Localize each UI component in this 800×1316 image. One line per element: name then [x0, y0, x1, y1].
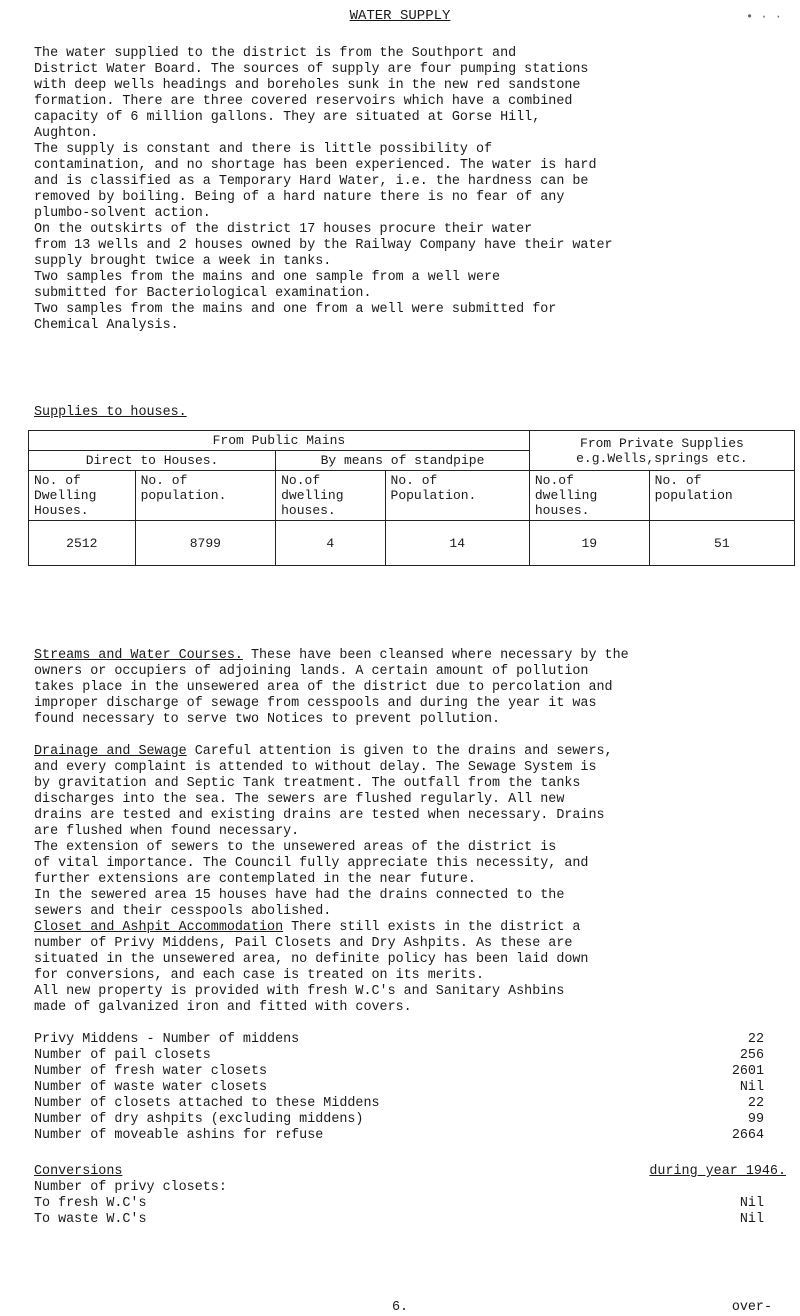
list-item: Number of waste water closets Nil — [34, 1080, 764, 1095]
table-cell: 14 — [385, 521, 529, 566]
table-cell: 4 — [276, 521, 385, 566]
list-item: Number of pail closets 256 — [34, 1048, 764, 1063]
col-header: No. of Dwelling Houses. — [29, 471, 136, 521]
closet-text: There still exists in the district a number of Privy Middens, Pail Closets and Dry Ashpits. As these are situated in the unsewered area, no definite policy has been laid down for conversions, and each case is treated on its merits. — [34, 920, 589, 983]
list-item: Privy Middens - Number of middens 22 — [34, 1032, 764, 1047]
streams-text: These have been cleansed where necessary by the owners or occupiers of adjoining lands. A certain amount of pollution takes place in the unsewered area of the district due to percolation and improper discharge of sewage from cesspools and during the year it was found necessary to serve two Notices to prevent pollution. — [34, 648, 629, 727]
col-header: No. of population. — [135, 471, 276, 521]
page-title: WATER SUPPLY — [349, 8, 451, 24]
conversions-year: during year 1946. — [649, 1164, 786, 1179]
continued-note: over- — [731, 1300, 772, 1315]
conversions-section — [34, 1164, 786, 1228]
list-item: Number of dry ashpits (excluding middens) 99 — [34, 1112, 764, 1127]
counts-list — [34, 1032, 764, 1144]
table-cell: 2512 — [29, 521, 136, 566]
table-cell: 51 — [649, 521, 794, 566]
direct-header: Direct to Houses. — [29, 451, 276, 471]
intro-paragraph-2: The supply is constant and there is little possibility of contamination, and no shortage has been experienced. The water is hard and is classified as a Temporary Hard Water, i.e. the hardness can be removed by boiling. Being of a hard nature there is no fear of any plumbo-solvent action. — [34, 142, 597, 221]
list-item: Number of moveable ashins for refuse 2664 — [34, 1128, 764, 1143]
drainage-paragraph-2: The extension of sewers to the unsewered areas of the district is of vital importance. The Council fully appreciate this necessity, and further extensions are contemplated in the near future. — [34, 840, 589, 887]
list-item: Number of closets attached to these Middens 22 — [34, 1096, 764, 1111]
drainage-text: Careful attention is given to the drains and sewers, and every complaint is attended to without delay. The Sewage System is by gravitation and Septic Tank treatment. The outfall from the tanks discharges into the sea. The sewers are flushed regularly. All new drains are tested and existing drains are tested when necessary. Drains are flushed when found necessary. — [34, 744, 613, 839]
list-item: To waste W.C's Nil — [34, 1212, 764, 1227]
corner-mark: • · · — [745, 10, 782, 24]
list-item: Number of fresh water closets 2601 — [34, 1064, 764, 1079]
standpipe-header: By means of standpipe — [276, 451, 530, 471]
list-item: To fresh W.C's Nil — [34, 1196, 764, 1211]
drainage-paragraph-3: In the sewered area 15 houses have had the drains connected to the sewers and their cesspools abolished. — [34, 888, 565, 919]
col-header: No. of Population. — [385, 471, 529, 521]
table-cell: 8799 — [135, 521, 276, 566]
intro-paragraph-1: The water supplied to the district is from the Southport and District Water Board. The sources of supply are four pumping stations with deep wells headings and boreholes sunk in the new red sandstone formation. There are three covered reservoirs which have a combined capacity of 6 million gallons. They are situated at Gorse Hill, Aughton. — [34, 46, 589, 141]
closet-section — [34, 920, 786, 1016]
col-header: No. of population — [649, 471, 794, 521]
drainage-heading: Drainage and Sewage — [34, 744, 187, 759]
intro-paragraph-5: Two samples from the mains and one from a well were submitted for Chemical Analysis. — [34, 302, 557, 333]
intro-paragraph-4: Two samples from the mains and one sample from a well were submitted for Bacteriological examination. — [34, 270, 501, 301]
closet-paragraph-2: All new property is provided with fresh W.C's and Sanitary Ashbins made of galvanized iron and fitted with covers. — [34, 984, 565, 1015]
intro-paragraph-3: On the outskirts of the district 17 houses procure their water from 13 wells and 2 houses owned by the Railway Company have their water supply brought twice a week in tanks. — [34, 222, 613, 269]
conversions-heading: Conversions — [34, 1164, 123, 1179]
closet-heading: Closet and Ashpit Accommodation — [34, 920, 284, 935]
conversions-subheading: Number of privy closets: — [34, 1180, 227, 1195]
drainage-section — [34, 744, 786, 920]
col-header: No.of dwelling houses. — [276, 471, 385, 521]
supplies-table — [28, 430, 795, 566]
supplies-heading: Supplies to houses. — [34, 405, 187, 420]
table-cell: 19 — [529, 521, 649, 566]
private-supplies-header: From Private Supplies e.g.Wells,springs etc. — [529, 431, 794, 471]
page-number: 6. — [391, 1300, 409, 1315]
streams-heading: Streams and Water Courses. — [34, 648, 243, 663]
public-mains-header: From Public Mains — [29, 431, 530, 451]
col-header: No.of dwelling houses. — [529, 471, 649, 521]
intro-section — [34, 46, 786, 334]
streams-section — [34, 648, 786, 728]
